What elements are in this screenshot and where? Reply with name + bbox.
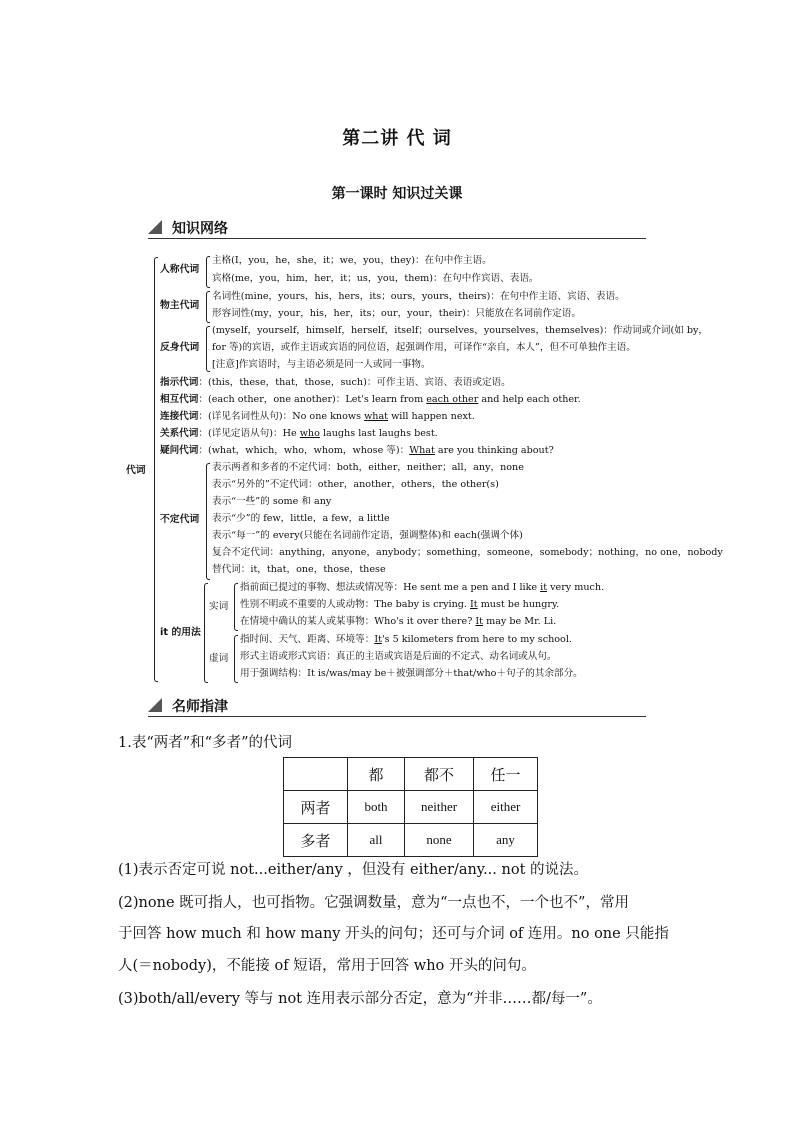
table-header-row — [284, 758, 538, 791]
note-paragraph-2-line-1: (2)none 既可指人，也可指物。它强调数量，意为“一点也不，一个也不”，常用 — [118, 895, 629, 911]
text: must be hungry. — [477, 599, 560, 610]
underlined-example: It — [470, 599, 478, 610]
bracket — [204, 583, 208, 683]
empty-word-label: 虚词 — [209, 653, 229, 664]
note-tag: 注意 — [215, 359, 235, 370]
reflexive-pronoun-label: 反身代词 — [160, 342, 200, 353]
bracket — [206, 256, 210, 288]
bracket — [206, 463, 210, 580]
indefinite-line: 表示“少”的 few，little，a few，a little — [212, 513, 390, 524]
relative-row — [160, 425, 438, 442]
indefinite-line: 表示“一些”的 some 和 any — [212, 496, 332, 507]
indefinite-pronoun-label: 不定代词 — [160, 514, 200, 525]
indefinite-line: 表示两者和多者的不定代词：both，either，neither；all，any，none — [212, 462, 524, 473]
text: 性别不明或不重要的人或动物：The baby is crying. — [240, 599, 470, 610]
connective-row — [160, 408, 475, 425]
underlined-example: It — [475, 616, 484, 627]
relative-label: 关系代词 — [160, 428, 199, 439]
bracket — [206, 326, 210, 372]
note-paragraph-3: (3)both/all/every 等与 not 连用表示部分否定，意为“并非……都/每一”。 — [118, 991, 602, 1007]
reciprocal-text-end: and help each other. — [478, 394, 581, 405]
it-empty-line-2: 形式主语或形式宾语：真正的主语或宾语是后面的不定式、动名词或从句。 — [240, 651, 557, 662]
text: very much. — [547, 582, 605, 593]
text: 指前面已提过的事物、想法或情况等：He sent me a pen and I like — [240, 582, 541, 593]
indefinite-line: 复合不定代词：anything，anyone，anybody；something，someone，somebody；nothing，no one，nobody — [212, 547, 723, 558]
personal-pronoun-label: 人称代词 — [160, 264, 200, 275]
demonstrative-text: ：(this，these，that，those，such)：可作主语、宾语、表语或定语。 — [198, 377, 511, 388]
indefinite-line: 替代词：it，that，one，those，these — [212, 564, 386, 575]
bracket — [234, 635, 238, 683]
demonstrative-label: 指示代词 — [160, 377, 199, 388]
relative-text-end: laughs last laughs best. — [319, 428, 438, 439]
possessive-adj-line: 形容词性(my，your，his，her，its；our，your，their)：只能放在名词前作定语。 — [212, 308, 581, 319]
table-row — [284, 791, 538, 824]
bracket — [206, 291, 210, 323]
bracket — [234, 583, 238, 631]
reciprocal-row — [160, 391, 581, 408]
table-cell: 多者 — [284, 824, 348, 857]
connective-label: 连接代词 — [160, 411, 199, 422]
note-paragraph-2-line-2: 于回答 how much 和 how many 开头的问句；还可与介词 of 连用。no one 只能指 — [118, 926, 669, 942]
reciprocal-label: 相互代词 — [160, 394, 199, 405]
note-paragraph-1: (1)表示否定可说 not...either/any ，但没有 either/any... not 的说法。 — [118, 862, 589, 878]
pronoun-table — [283, 757, 538, 857]
table-cell: either — [474, 791, 538, 824]
table-cell: both — [348, 791, 405, 824]
connective-text-end: will happen next. — [388, 411, 475, 422]
table-cell: 都不 — [405, 758, 474, 791]
indefinite-line: 表示“另外的”不定代词：other，another，others，the other(s) — [212, 479, 499, 490]
it-real-line-1 — [240, 579, 604, 596]
relative-text: ：(详见定语从句)：He — [198, 428, 300, 439]
underlined-example: What — [409, 445, 435, 456]
it-empty-line-3: 用于强调结构：It is/was/may be＋被强调部分＋that/who＋句子的其余部分。 — [240, 668, 583, 679]
tree-root-label: 代词 — [126, 465, 146, 476]
table-cell: neither — [405, 791, 474, 824]
triangle-icon — [148, 220, 162, 234]
table-cell — [284, 758, 348, 791]
personal-object-line: 宾格(me，you，him，her，it；us，you，them)：在句中作宾语、表语。 — [212, 273, 539, 284]
table-cell: 两者 — [284, 791, 348, 824]
personal-subject-line: 主格(I，you，he，she，it；we，you，they)：在句中作主语。 — [212, 255, 492, 266]
root-bracket — [154, 257, 158, 682]
text: may be Mr. Li. — [483, 616, 557, 627]
possessive-pronoun-label: 物主代词 — [160, 300, 200, 311]
table-cell: all — [348, 824, 405, 857]
underlined-example: each other — [426, 394, 479, 405]
possessive-noun-line: 名词性(mine，yours，his，hers，its；ours，yours，theirs)：在句中作主语、宾语、表语。 — [212, 291, 625, 302]
page-title: 第二讲 代 词 — [342, 128, 452, 149]
table-row — [284, 824, 538, 857]
connective-text: ：(详见名词性从句)：No one knows — [198, 411, 365, 422]
section-label: 名师指津 — [172, 699, 228, 715]
table-cell: 任一 — [474, 758, 538, 791]
reciprocal-text: ：(each other，one another)：Let's learn from — [198, 394, 427, 405]
reflexive-line-2: for 等)的宾语，或作主语或宾语的同位语，起强调作用，可译作“亲自，本人”，但不可单独作主语。 — [212, 342, 636, 353]
it-real-line-2 — [240, 596, 559, 613]
table-cell: none — [405, 824, 474, 857]
text: 指时间、天气、距离、环境等： — [240, 634, 375, 645]
it-real-line-3 — [240, 613, 556, 630]
it-empty-line-1 — [240, 631, 572, 648]
demonstrative-row — [160, 374, 511, 391]
real-word-label: 实词 — [209, 601, 229, 612]
note-text: 作宾语时，与主语必须是同一人或同一事物。 — [238, 359, 431, 370]
note-paragraph-2-line-3: 人(＝nobody)，不能接 of 短语，常用于回答 who 开头的问句。 — [118, 958, 536, 974]
interrogative-text: ：(what，which，who，whom，whose 等)： — [198, 445, 410, 456]
underlined-example: who — [299, 428, 320, 439]
table-cell: any — [474, 824, 538, 857]
text: 在情境中确认的某人或某事物：Who's it over there? — [240, 616, 476, 627]
underlined-example: what — [364, 411, 389, 422]
section-label: 知识网络 — [172, 221, 228, 237]
heading-both-and-many: 1.表“两者”和“多者”的代词 — [118, 735, 292, 751]
text: 's 5 kilometers from here to my school. — [381, 634, 572, 645]
interrogative-label: 疑问代词 — [160, 445, 199, 456]
interrogative-text-end: are you thinking about? — [434, 445, 554, 456]
indefinite-line: 表示“每一”的 every(只能在名词前作定语，强调整体)和 each(强调个体) — [212, 530, 523, 541]
reflexive-line-1: (myself，yourself，himself，herself，itself；ourselves，yourselves，themselves)：作动词或介词(如 by， — [212, 325, 709, 336]
reflexive-note: [注意]作宾语时，与主语必须是同一人或同一事物。 — [212, 359, 431, 370]
triangle-icon — [148, 698, 162, 712]
section-header-knowledge-network — [148, 218, 646, 239]
interrogative-row — [160, 442, 554, 459]
it-usage-label: it 的用法 — [160, 627, 201, 638]
page-subtitle: 第一课时 知识过关课 — [331, 186, 463, 202]
section-header-teacher-guide — [148, 696, 646, 717]
underlined-example: It — [374, 634, 382, 645]
underlined-example: it — [540, 582, 548, 593]
table-cell: 都 — [348, 758, 405, 791]
